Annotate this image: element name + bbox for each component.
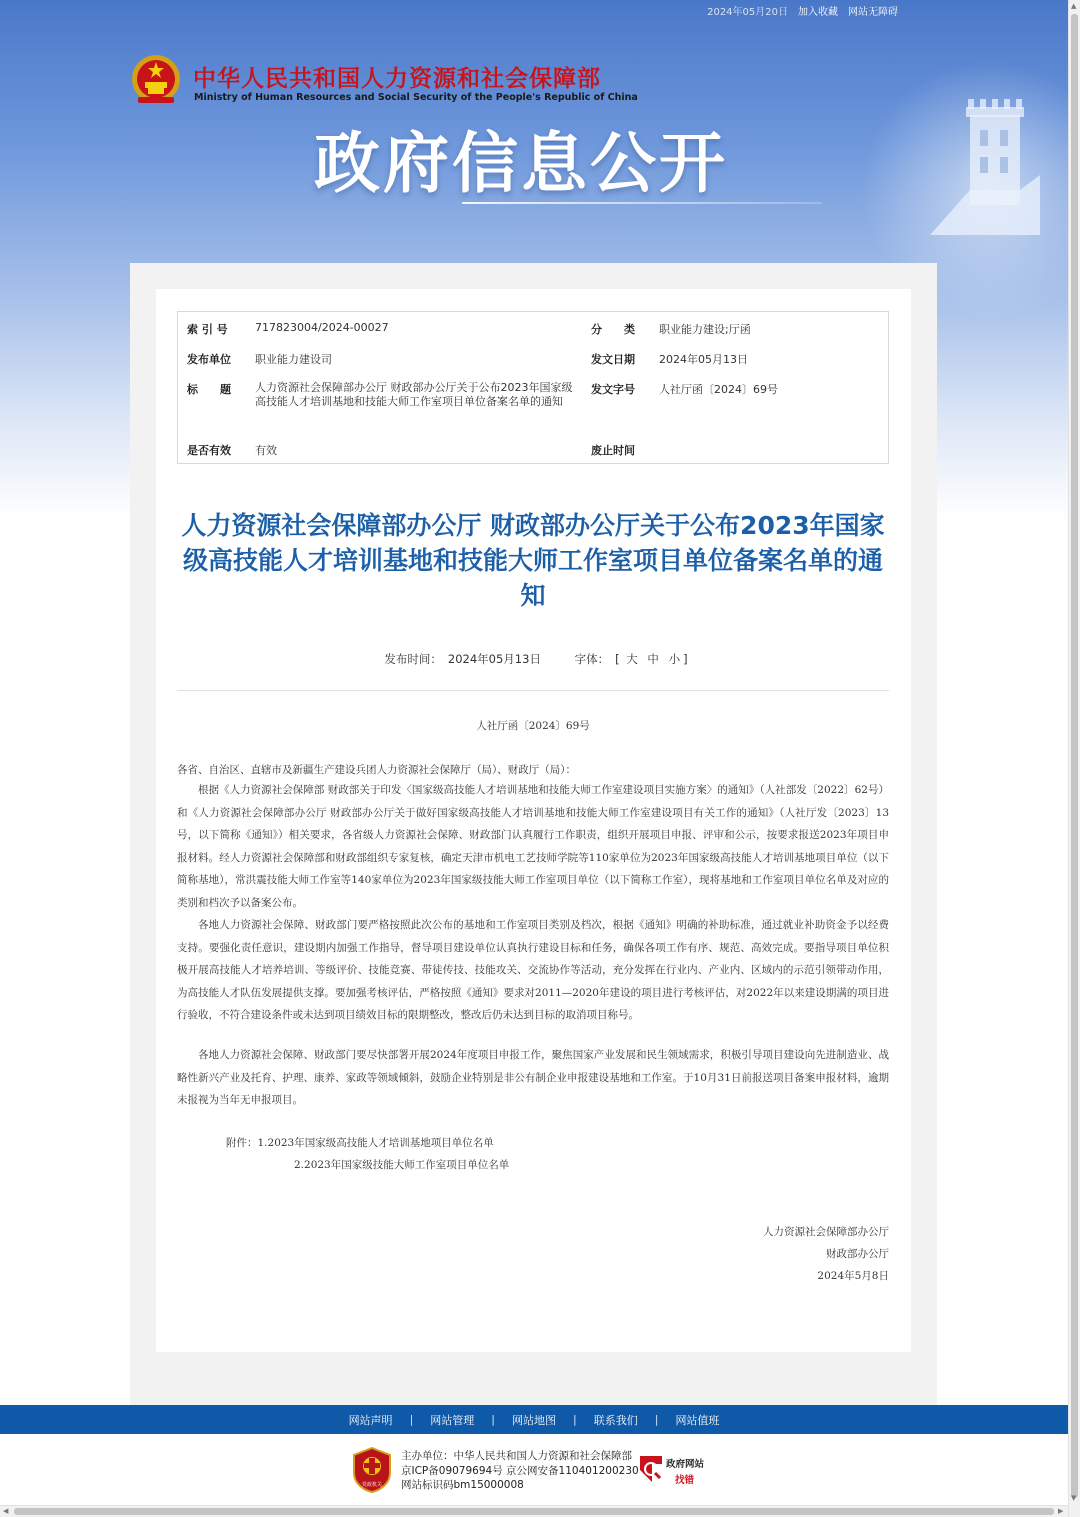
ministry-name-cn: 中华人民共和国人力资源和社会保障部 (193, 66, 601, 92)
validity-label: 是否有效 (187, 444, 231, 457)
document-title: 人力资源社会保障部办公厅 财政部办公厅关于公布2023年国家级高技能人才培训基地和技能大师工作室项目单位备案名单的通知 (181, 511, 885, 610)
site-identifier: 网站标识码bm15000008 (401, 1479, 524, 1491)
section-title: 政府信息公开 (314, 125, 728, 202)
title-divider (177, 690, 889, 691)
font-bracket-close: ] (683, 652, 688, 666)
footer-link-duty[interactable]: 网站值班 (675, 1413, 720, 1427)
footer-link-management[interactable]: 网站管理 (430, 1413, 475, 1427)
current-date: 2024年05月20日 (707, 6, 788, 18)
category-value: 职业能力建设;厅函 (659, 323, 751, 336)
publish-time-value: 2024年05月13日 (447, 652, 541, 666)
font-size-label: 字体： (574, 652, 610, 666)
attachment-2[interactable]: 2.2023年国家级技能大师工作室项目单位名单 (294, 1159, 510, 1171)
footer-separator: | (491, 1413, 495, 1426)
great-wall-illustration (930, 95, 1040, 235)
ministry-name-en: Ministry of Human Resources and Social Security of the People's Republic of China (194, 92, 638, 103)
scroll-left-icon[interactable]: ◀ (3, 1507, 9, 1515)
body-paragraph-1: 根据《人力资源社会保障部 财政部关于印发〈国家级高技能人才培训基地和技能大师工作室建设项目实施方案〉的通知》（人社部发〔2022〕62号）和《人力资源社会保障部办公厅 财政部办公厅关于做好国家级高技能人才培训基地和技能大师工作室建设项目有关工作的通知》（人社厅发〔2023〕13号，以下简称《通知》）相关要求，各省级人力资源社会保障、财政部门认真履行工作职责，组织开展项目申报、评审和公示，按要求报送2023年项目申报材料。经人力资源社会保障部和财政部组织专家复核，确定天津市机电工艺技师学院等110家单位为2023年国家级高技能人才培训基地项目单位（以下简称基地），常洪震技能大师工作室等140家单位为2023年国家级技能大师工作室项目单位（以下简称工作室），现将基地和工作室项目单位名单及对应的类别和档次予以备案公布。 (177, 784, 889, 909)
issue-date-label: 发文日期 (591, 353, 635, 366)
publisher-label: 发布单位 (187, 353, 231, 366)
gov-site-error-report[interactable] (638, 1453, 716, 1487)
index-value: 717823004/2024-00027 (255, 321, 389, 334)
footer-separator: | (654, 1413, 659, 1426)
magnifier-icon (638, 1454, 664, 1484)
footer-separator: | (573, 1413, 577, 1426)
scroll-right-icon[interactable]: ▶ (1058, 1507, 1064, 1515)
signer-hrss: 人力资源社会保障部办公厅 (763, 1226, 889, 1238)
scroll-down-icon[interactable]: ▼ (1071, 1494, 1077, 1502)
index-label: 索 引 号 (187, 323, 228, 336)
document-metadata-table (177, 311, 889, 464)
title-underline (462, 202, 822, 204)
publish-time-label: 发布时间： (384, 652, 442, 666)
gov-site-label: 政府网站 (666, 1459, 705, 1470)
publisher-value: 职业能力建设司 (255, 353, 332, 366)
category-label: 分 类 (591, 323, 635, 336)
footer-info (401, 1449, 639, 1493)
icp-record[interactable]: 京ICP备09079694号 京公网安备110401200230 (401, 1464, 639, 1477)
document-number: 人社厅函〔2024〕69号 (476, 720, 590, 732)
find-error-label: 找错 (675, 1475, 695, 1486)
footer-nav (0, 1405, 1068, 1434)
footer-link-statement[interactable]: 网站声明 (348, 1413, 393, 1427)
publish-info-bar (177, 651, 889, 667)
issue-date-value: 2024年05月13日 (659, 353, 748, 366)
add-favorite-link[interactable]: 加入收藏 (798, 6, 838, 18)
footer-link-sitemap[interactable]: 网站地图 (512, 1413, 556, 1427)
sign-date: 2024年5月8日 (817, 1270, 889, 1282)
vertical-scrollbar[interactable] (1068, 0, 1080, 1517)
validity-value: 有效 (255, 444, 277, 457)
title-value: 人力资源社会保障部办公厅 财政部办公厅关于公布2023年国家级高技能人才培训基地和技能大师工作室项目单位备案名单的通知 (255, 381, 573, 408)
expire-label: 废止时间 (591, 444, 635, 457)
font-small-button[interactable]: 小 (668, 652, 681, 666)
attachment-1[interactable]: 附件：1.2023年国家级高技能人才培训基地项目单位名单 (226, 1137, 494, 1149)
footer-separator: | (409, 1413, 414, 1426)
salutation: 各省、自治区、直辖市及新疆生产建设兵团人力资源社会保障厅（局）、财政厅（局）： (177, 764, 576, 776)
signer-mof: 财政部办公厅 (826, 1248, 889, 1260)
scroll-up-icon[interactable]: ▲ (1071, 2, 1077, 10)
top-utility-bar (0, 0, 1068, 20)
accessibility-link[interactable]: 网站无障碍 (848, 6, 898, 18)
font-bracket-open: [ (615, 652, 620, 666)
doc-number-value: 人社厅函〔2024〕69号 (659, 383, 778, 396)
vertical-scroll-thumb[interactable] (1071, 14, 1078, 1498)
badge-text: 党政机关 (361, 1482, 383, 1488)
footer-link-contact[interactable]: 联系我们 (593, 1413, 638, 1427)
host-organization: 主办单位：中华人民共和国人力资源和社会保障部 (401, 1450, 632, 1462)
horizontal-scroll-thumb[interactable] (14, 1508, 1054, 1515)
body-paragraph-3: 各地人力资源社会保障、财政部门要尽快部署开展2024年度项目申报工作，聚焦国家产业发展和民生领域需求，积极引导项目建设向先进制造业、战略性新兴产业及托育、护理、康养、家政等领域倾斜，鼓励企业特别是非公有制企业申报建设基地和工作室。于10月31日前报送项目备案申报材料，逾期未报视为当年无申报项目。 (177, 1049, 890, 1106)
title-label: 标 题 (187, 383, 231, 396)
font-medium-button[interactable]: 中 (647, 652, 659, 666)
party-government-badge-icon[interactable] (352, 1447, 392, 1493)
font-large-button[interactable]: 大 (626, 652, 638, 666)
national-emblem-icon (130, 53, 182, 107)
body-paragraph-2: 各地人力资源社会保障、财政部门要严格按照此次公布的基地和工作室项目类别及档次，根据《通知》明确的补助标准，通过就业补助资金予以经费支持。要强化责任意识，建设期内加强工作指导，督导项目建设单位认真执行建设目标和任务，确保各项工作有序、规范、高效完成。要指导项目单位积极开展高技能人才培养培训、等级评价、技能竞赛、带徒传技、技能攻关、交流协作等活动，充分发挥在行业内、产业内、区域内的示范引领带动作用，为高技能人才队伍发展提供支撑。要加强考核评估，严格按照《通知》要求对2011—2020年建设的项目进行考核评估，对2022年以来建设期满的项目进行验收，不符合建设条件或未达到项目绩效目标的限期整改，整改后仍未达到目标的取消项目称号。 (177, 919, 889, 1021)
horizontal-scrollbar[interactable] (0, 1505, 1068, 1517)
doc-number-label: 发文字号 (591, 383, 635, 396)
